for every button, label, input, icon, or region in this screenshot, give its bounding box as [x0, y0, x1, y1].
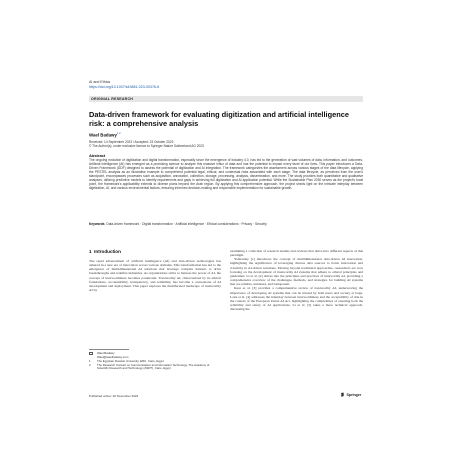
envelope-icon	[89, 352, 97, 359]
corresponding-author-email[interactable]: Wael@waelbadawy.com	[97, 354, 129, 359]
section-title: Introduction	[94, 249, 121, 254]
keywords-label: Keywords	[89, 222, 105, 226]
right-column	[230, 249, 363, 311]
article-title: Data-driven framework for evaluating digitization and artificial intelligence risk: a comprehensive analysis	[89, 110, 349, 128]
paragraph: Yablonsky [1] introduces the concept of multidimensional data-driven AI innovation, highlighting the significance of leveraging diverse data sources to foster innovation and creativity in AI-driven solutions. Moving beyond traditional approaches, researchers are now focusing on the development of trustworthy AI systems that adhere to ethical principles and guidelines. Li et al. [2] delves into the principles and practices of trustworthy AI, providing a comprehensive overview of the challenges, methods, and strategies for building AI systems that are reliable, unbiased, and transparent.	[230, 257, 363, 287]
affiliation-text: The Research Contact on Communication and Information Technology, The Academy of Scientific Research and Technology (ASRT), Cairo, Egypt	[97, 362, 210, 371]
journal-name: AI and Ethics	[89, 80, 111, 84]
article-dates: Received: 14 September 2023 / Accepted: 23 October 2023	[89, 140, 174, 144]
keywords	[89, 223, 363, 227]
footnotes	[89, 352, 221, 371]
published-date: Published online: 20 November 2023	[89, 394, 139, 398]
publisher-logo	[340, 392, 361, 397]
article-type-label: ORIGINAL RESEARCH	[91, 97, 134, 101]
footnote-affiliation-2	[89, 364, 221, 371]
affiliation-text: The Egyptian Russian University, ERU, Cairo, Egypt	[97, 358, 164, 363]
author-name[interactable]: Wael Badawy	[89, 132, 117, 138]
abstract-heading: Abstract	[89, 153, 106, 158]
doi-link[interactable]: https://doi.org/10.1007/s43681-023-00376-6	[89, 85, 160, 89]
springer-horse-icon	[340, 392, 345, 397]
section-heading	[89, 249, 121, 254]
paragraph: The rapid advancement of artificial intelligence (AI) and data-driven technologies has ushered in a new era of innovation across various domains. This transformation has led to the emergence of multidimensional AI solutions that leverage complex datasets to drive breakthroughs and redefine industries. As organizations strive to harness the power of AI, the concept of trustworthiness becomes paramount. Trustworthy AI, characterized by its ethical foundations, accountability, transparency, and reliability, has become a cornerstone of AI development and deployment. This paper explores the multifaceted landscape of trustworthy AI by	[89, 259, 221, 293]
abstract-text: The ongoing evolution of digitization and digital transformation, especially since the emergence of Industry 4.0, has led to the generation of vast volumes of data, information, and outcomes. Artificial Intelligence (AI) has emerged as a promising avenue to analyze this massive influx of data and has the potential to impact every facet of our lives. This paper introduces a Data-Driven Framework (DDF) designed to assess the potential of digitization and AI integration. The framework categorizes the assessment across various stages of the data lifecycle, applying the PESTEL analysis as an illustrative example to comprehend potential legal, ethical, and contextual risks associated with each stage. The data lifecycle, as perceived from the user's standpoint, encompasses processes such as acquisition, annotation, collection, storage, processing, analysis, dissemination, and more. The study provides both quantitative and qualitative analyses, utilizing predictive models to identify requirements and gaps in achieving full digitization and AI application potential. While the Sustainable Plan 2030 serves as the project's focal point, the framework's applicability extends to diverse plans beyond the Arab region. By applying this comprehensive approach, the project sheds light on the intricate interplay between digitization, AI, and various environmental factors, ensuring informed decision-making and responsible implementation for sustainable growth.	[89, 158, 363, 190]
footnote-key: 2	[89, 362, 91, 367]
paragraph: examining a collection of research studies and reviews that delve into different aspects of this paradigm.	[230, 249, 363, 258]
article-type-banner	[89, 96, 363, 102]
publisher-name: Springer	[346, 392, 362, 397]
author-affiliation-marks: 1,2	[116, 132, 121, 135]
left-column	[89, 259, 221, 292]
section-number: 1	[89, 249, 92, 254]
paragraph: Kaur et al. [3] provides a comprehensive review of trustworthy AI, underscoring the importance of developing AI systems that can be trusted by both users and society at large. Laux et al. [4] addresses the interplay between trustworthiness and the acceptability of risk in the context of the European Union AI Act, highlighting the complexities of ensuring both the reliability and safety of AI applications. Li et al. [5] takes a more technical approach, discussing the	[230, 286, 363, 312]
footnote-correspondence	[89, 352, 221, 359]
footnote-key: 1	[89, 358, 91, 363]
footnote-divider	[89, 349, 129, 350]
copyright-line: © The Author(s), under exclusive licence to Springer Nature Switzerland AG 2023	[89, 144, 204, 148]
author-line	[89, 131, 121, 137]
corresponding-author-name: Wael Badawy	[97, 351, 115, 355]
keywords-text: Data-driven framework · Digital transformation · Artificial intelligence · Ethical considerations · Privacy · Security	[106, 222, 267, 226]
